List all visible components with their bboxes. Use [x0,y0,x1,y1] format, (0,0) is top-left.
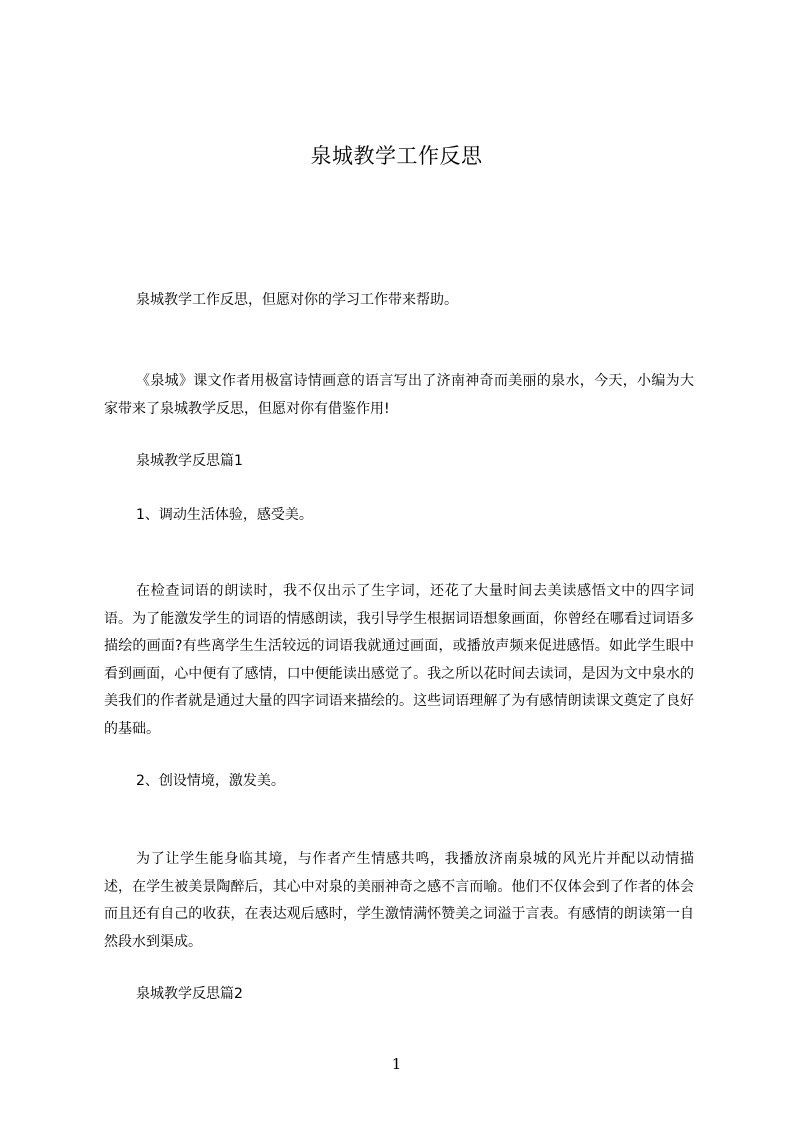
page-number: 1 [391,1055,402,1073]
point-body-1: 在检查词语的朗读时，我不仅出示了生字词，还花了大量时间去美读感悟文中的四字词语。为了能激发学生的词语的情感朗读，我引导学生根据词语想象画面，你曾经在哪看过词语多描绘的画面?有些离学生生活较远的词语我就通过画面，或播放声频来促进感悟。如此学生眼中看到画面，心中便有了感情，口中便能读出感觉了。我之所以花时间去读词，是因为文中泉水的美我们的作者就是通过大量的四字词语来描绘的。这些词语理解了为有感情朗读课文奠定了良好的基础。 [104,583,694,737]
intro-paragraph: 泉城教学工作反思，但愿对你的学习工作带来帮助。 [136,292,458,308]
point-heading-2: 2、创设情境，激发美。 [136,773,285,789]
point-body-2: 为了让学生能身临其境，与作者产生情感共鸣，我播放济南泉城的风光片并配以动情描述，在学生被美景陶醉后，其心中对泉的美丽神奇之感不言而喻。他们不仅体会到了作者的体会而且还有自己的收获，在表达观后感时，学生激情满怀赞美之词溢于言表。有感情的朗读第一自然段水到渠成。 [104,851,694,950]
point-heading-1: 1、调动生活体验，感受美。 [136,507,313,523]
preface-paragraph: 《泉城》课文作者用极富诗情画意的语言写出了济南神奇而美丽的泉水，今天，小编为大家带来了泉城教学反思，但愿对你有借鉴作用! [104,373,694,417]
section-heading-2: 泉城教学反思篇2 [136,986,243,1002]
document-title: 泉城教学工作反思 [310,144,483,168]
section-heading-1: 泉城教学反思篇1 [136,453,243,469]
